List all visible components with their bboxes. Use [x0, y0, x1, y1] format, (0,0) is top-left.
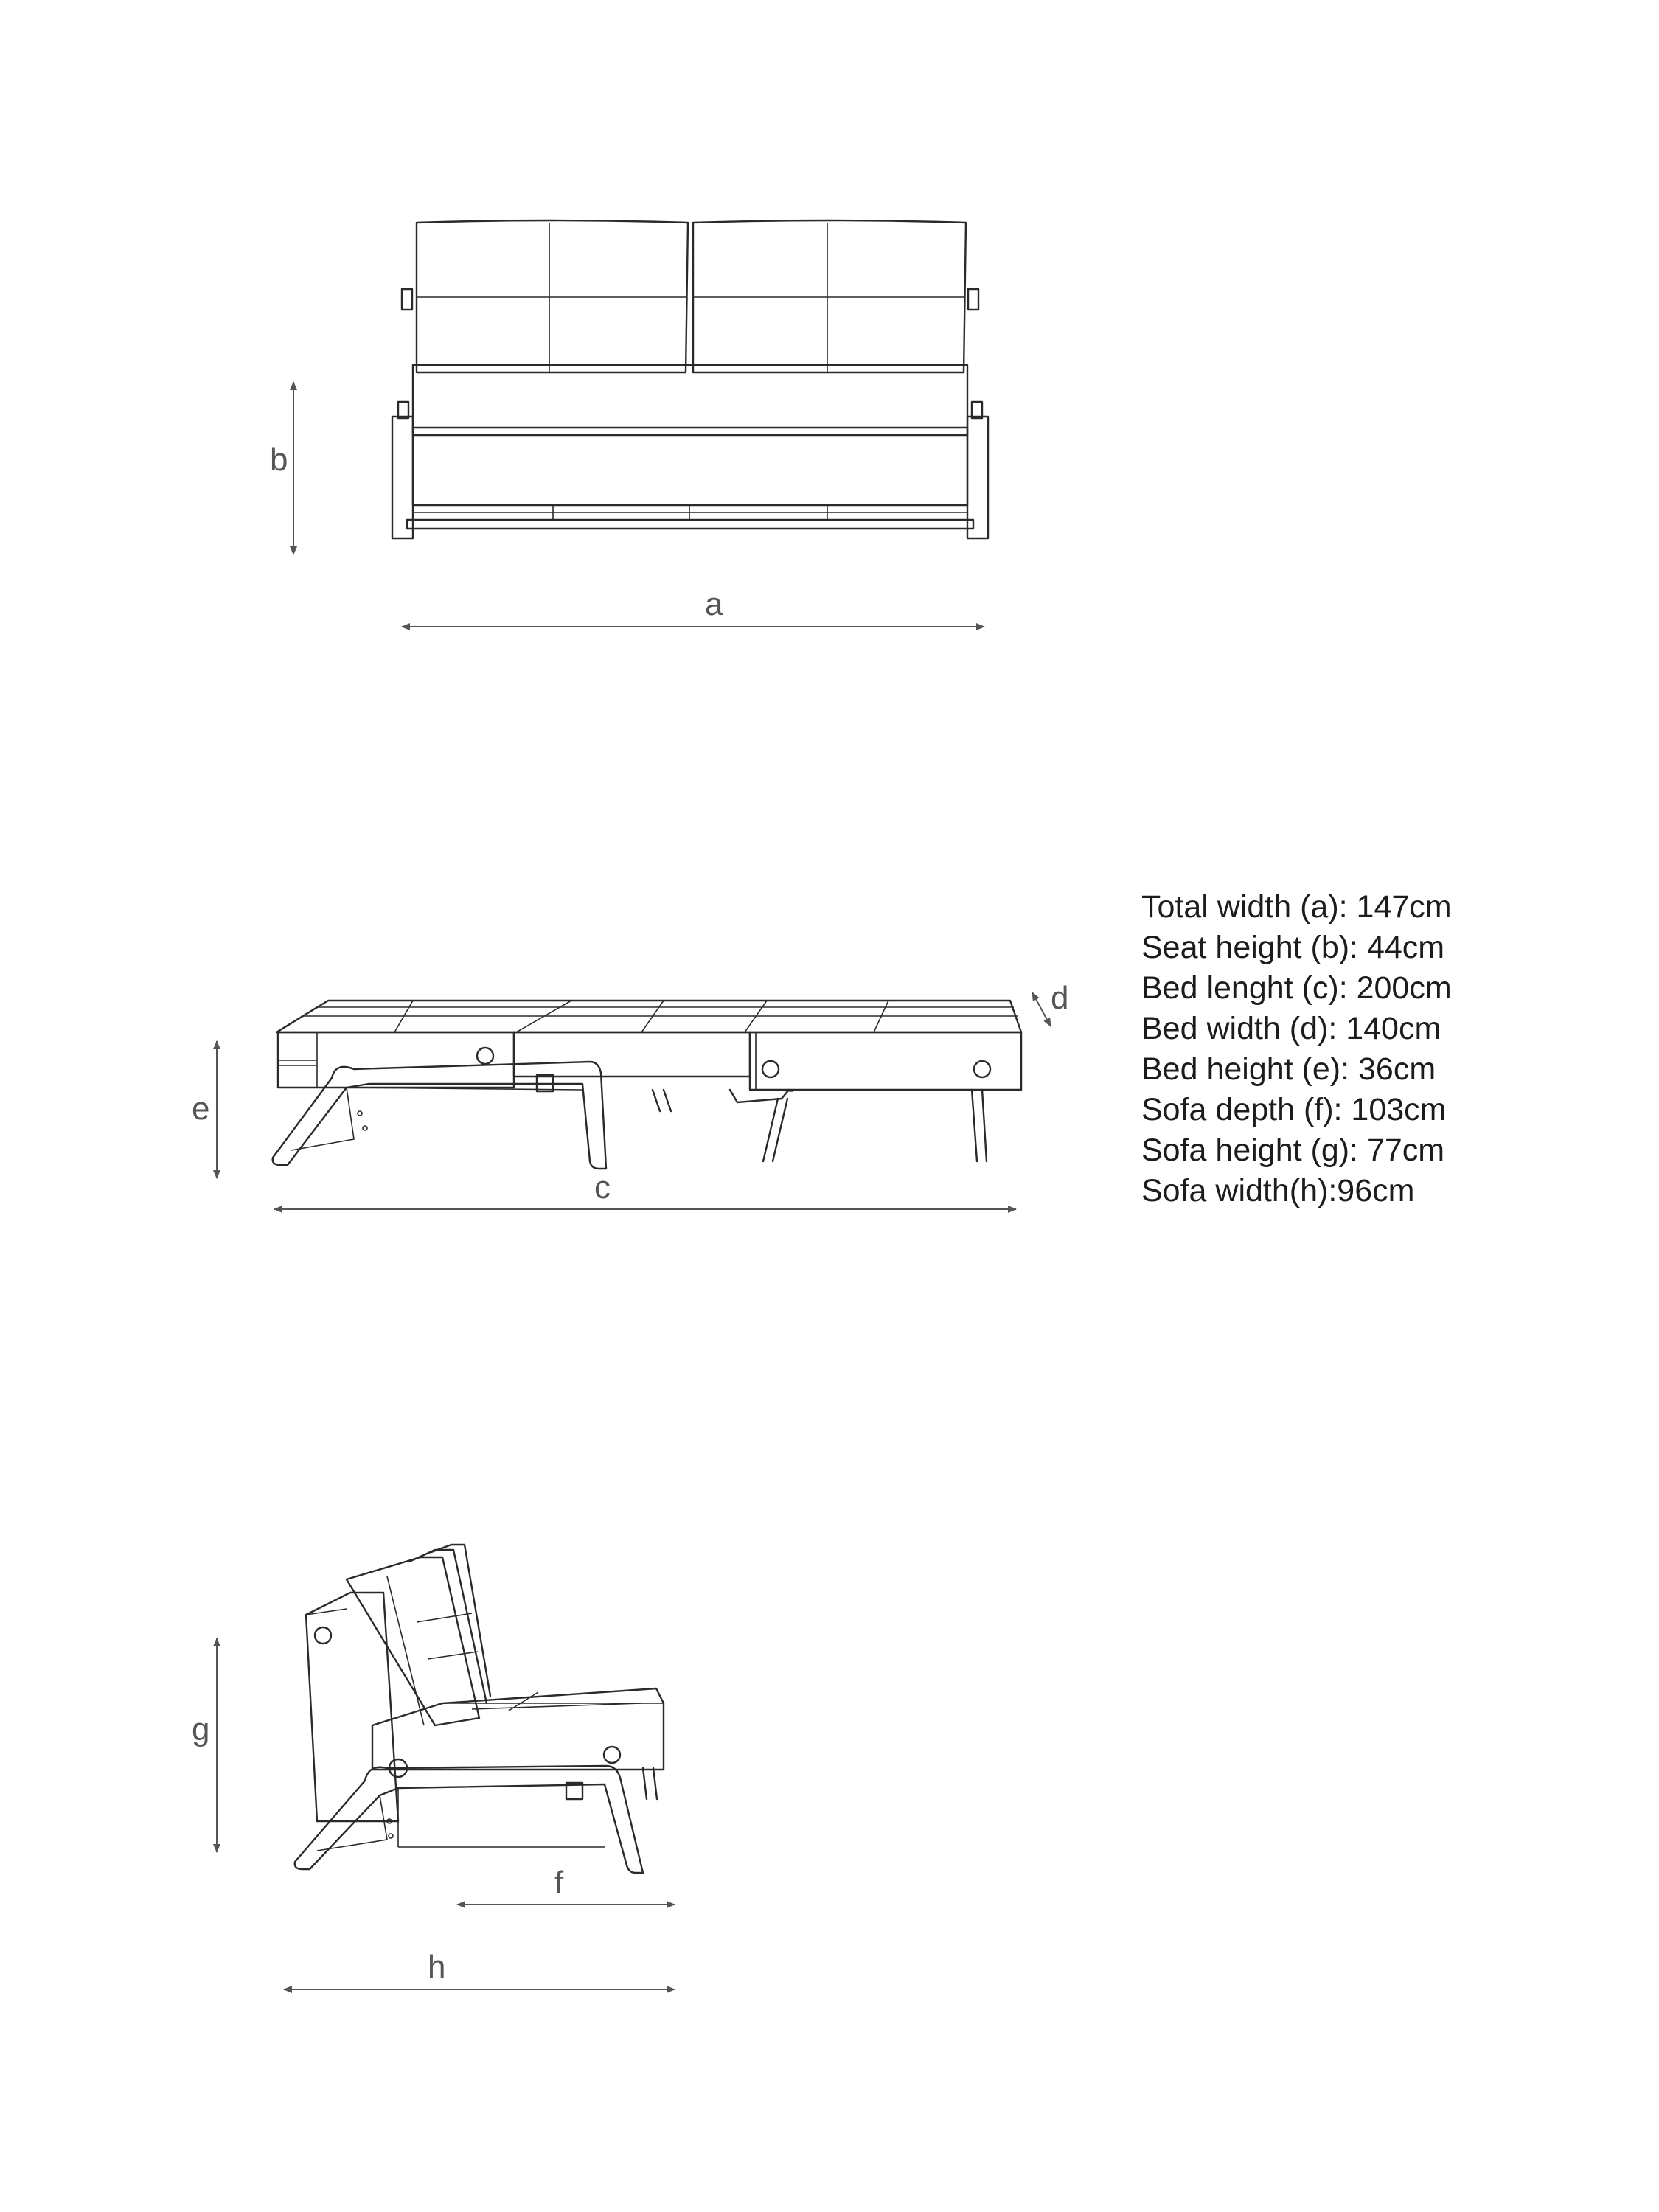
- dimension-label-a: a: [705, 586, 723, 622]
- back-cushions: [402, 220, 978, 372]
- spec-bed-height: Bed height (e): 36cm: [1141, 1051, 1436, 1087]
- mattress-sides: [278, 1032, 1021, 1090]
- spec-sofa-width: Sofa width(h):96cm: [1141, 1173, 1415, 1208]
- side-frame-legs: [295, 1759, 657, 1873]
- spec-total-width: Total width (a): 147cm: [1141, 889, 1452, 925]
- spec-sofa-depth: Sofa depth (f): 103cm: [1141, 1092, 1447, 1127]
- spec-seat-height: Seat height (b): 44cm: [1141, 930, 1445, 965]
- spec-bed-width: Bed width (d): 140cm: [1141, 1011, 1441, 1046]
- mattress-top: [276, 1001, 1021, 1032]
- spec-bed-length: Bed lenght (c): 200cm: [1141, 970, 1452, 1006]
- dimension-d: [1032, 980, 1068, 1026]
- side-view: [192, 1545, 675, 1989]
- dimension-label-b: b: [270, 442, 288, 478]
- armrest-panel: [306, 1593, 398, 1821]
- bed-view: [192, 980, 1068, 1209]
- seat-base: [392, 365, 988, 538]
- dimension-h: [284, 1949, 675, 1989]
- dimension-label-h: h: [428, 1949, 446, 1985]
- dimension-b: [270, 382, 293, 554]
- dimension-g: [192, 1638, 217, 1852]
- side-seat-cushion: [372, 1688, 664, 1770]
- bed-frame-legs: [273, 1062, 987, 1169]
- dimension-c: [274, 1169, 1016, 1209]
- dimension-e: [192, 1041, 217, 1178]
- dimension-label-c: c: [594, 1169, 611, 1206]
- spec-list: [1141, 887, 1452, 1211]
- dimension-label-g: g: [192, 1711, 210, 1747]
- dimension-a: [402, 586, 984, 627]
- spec-sofa-height: Sofa height (g): 77cm: [1141, 1133, 1445, 1168]
- dimension-label-d: d: [1051, 980, 1069, 1016]
- dimension-label-f: f: [554, 1865, 564, 1901]
- front-view: [270, 220, 988, 627]
- side-back-cushions: [347, 1545, 490, 1725]
- dimension-label-e: e: [192, 1091, 210, 1127]
